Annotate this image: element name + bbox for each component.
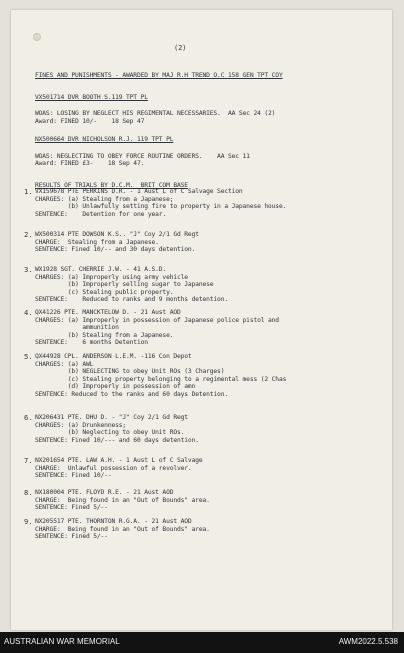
entry-line: (b) Stealing from a Japanese. bbox=[35, 331, 174, 339]
entry-soldier: NX205517 PTE. THORNTON R.G.A. - 21 Aust AOD bbox=[35, 518, 192, 525]
entry-number: 6. bbox=[24, 413, 33, 422]
fine-award: Award: FINED £3- 18 Sep 47. bbox=[35, 160, 145, 167]
entry-line: (b) Improperly selling sugar to Japanese bbox=[35, 281, 214, 289]
entry-line: (b) NEGLECTING to obey Unit ROs (3 Charges) bbox=[35, 368, 225, 376]
fines-heading: FINES AND PUNISHMENTS - AWARDED BY MAJ R.H TREND O.C 158 GEN TPT COY bbox=[35, 72, 283, 79]
entry-line: CHARGE: Stealing from a Japanese. bbox=[35, 238, 159, 246]
entry-line: CHARGE: Being found in an "Out of Bounds" area. bbox=[35, 525, 210, 533]
trials-heading: RESULTS OF TRIALS BY D.C.M. BRIT COM BASE bbox=[35, 182, 188, 189]
entry-soldier: QX44928 CPL. ANDERSON L.E.M. -116 Con Depot bbox=[35, 353, 192, 360]
entry-line: SENTENCE: Detention for one year. bbox=[35, 210, 167, 218]
entry-line: (c) Stealing public property. bbox=[35, 288, 174, 296]
entry-line: SENTENCE: Reduced to ranks and 9 months detention. bbox=[35, 296, 228, 304]
entry-line: CHARGES: (a) Improperly using army vehicle bbox=[35, 273, 188, 281]
entry-line: SENTENCE: Fined 10/-- and 30 days detention. bbox=[35, 246, 196, 254]
entry-line: (c) Stealing property belonging to a regimental mess (2 Chas bbox=[35, 375, 287, 383]
entry-line: CHARGES: (a) Drunkenness; bbox=[35, 421, 127, 429]
fine-offence: WOAS: NEGLECTING TO OBEY FORCE ROUTINE ORDERS. AA Sec 11 bbox=[35, 153, 250, 160]
entry-soldier: NX201654 PTE. LAW A.H. - 1 Aust L of C Salvage bbox=[35, 457, 203, 464]
fine-award: Award: FINED 10/- 18 Sep 47 bbox=[35, 118, 145, 125]
entry-number: 4. bbox=[24, 308, 33, 317]
entry-line: ammunition bbox=[35, 324, 119, 332]
document-page bbox=[11, 10, 392, 630]
entry-line: (b) Neglecting to obey Unit ROs. bbox=[35, 429, 185, 437]
entry-line: SENTENCE: Fined 10/--- and 60 days detention. bbox=[35, 436, 199, 444]
entry-soldier: NX180004 PTE. FLOYD R.E. - 21 Aust AOD bbox=[35, 489, 174, 496]
entry-number: 8. bbox=[24, 488, 33, 497]
punch-hole bbox=[33, 33, 41, 41]
entry-line: SENTENCE: Fined 5/-- bbox=[35, 533, 108, 541]
entry-number: 9. bbox=[24, 517, 33, 526]
fine-name: VX501714 DVR BOOTH S.119 TPT PL bbox=[35, 94, 148, 101]
footer-institution: AUSTRALIAN WAR MEMORIAL bbox=[4, 637, 120, 646]
entry-soldier: QX41226 PTE. MANCKTELOW D. - 21 Aust AOD bbox=[35, 309, 181, 316]
fine-offence: WOAS: LOSING BY NEGLECT HIS REGIMENTAL NECESSARIES. AA Sec 24 (2) bbox=[35, 110, 276, 117]
fine-name: NX500664 DVR NICHOLSON R.J. 119 TPT PL bbox=[35, 136, 174, 143]
entry-number: 2. bbox=[24, 230, 33, 239]
entry-line: (b) Unlawfully setting fire to property in a Japanese house. bbox=[35, 203, 287, 211]
entry-line: CHARGES: (a) Improperly in possession of Japanese police pistol and bbox=[35, 316, 279, 324]
entry-number: 3. bbox=[24, 265, 33, 274]
entry-soldier: WX1928 SGT. CHERRIE J.W. - 41 A.S.D. bbox=[35, 266, 167, 273]
footer-bar bbox=[0, 632, 404, 653]
entry-number: 5. bbox=[24, 352, 33, 361]
entry-line: SENTENCE: Fined 5/-- bbox=[35, 504, 108, 512]
footer-accession-number: AWM2022.5.538 bbox=[338, 637, 398, 646]
entry-line: CHARGE: Unlawful possession of a revolver. bbox=[35, 464, 192, 472]
entry-soldier: VX159678 PTE PERKINS D.R. - 1 Aust L of C Salvage Section bbox=[35, 188, 243, 195]
entry-line: CHARGES: (a) Stealing from a Japanese; bbox=[35, 195, 174, 203]
entry-line: CHARGE: Being found in an "Out of Bounds" area. bbox=[35, 496, 210, 504]
page-number: (2) bbox=[174, 44, 187, 52]
entry-line: CHARGES: (a) AWL bbox=[35, 360, 94, 368]
entry-line: SENTENCE: Reduced to the ranks and 60 days Detention. bbox=[35, 391, 228, 398]
entry-line: (d) Improperly in possession of amn bbox=[35, 383, 196, 391]
entry-number: 1. bbox=[24, 187, 33, 196]
entry-number: 7. bbox=[24, 456, 33, 465]
entry-soldier: WX500314 PTE DOWSON K.S.. "J" Coy 2/1 Gd Regt bbox=[35, 231, 199, 238]
entry-line: SENTENCE: 6 months Detention bbox=[35, 339, 148, 347]
entry-line: SENTENCE: Fined 10/-- bbox=[35, 472, 112, 480]
entry-soldier: NX206431 PTE. DHU D. - "J" Coy 2/1 Gd Regt bbox=[35, 414, 188, 421]
